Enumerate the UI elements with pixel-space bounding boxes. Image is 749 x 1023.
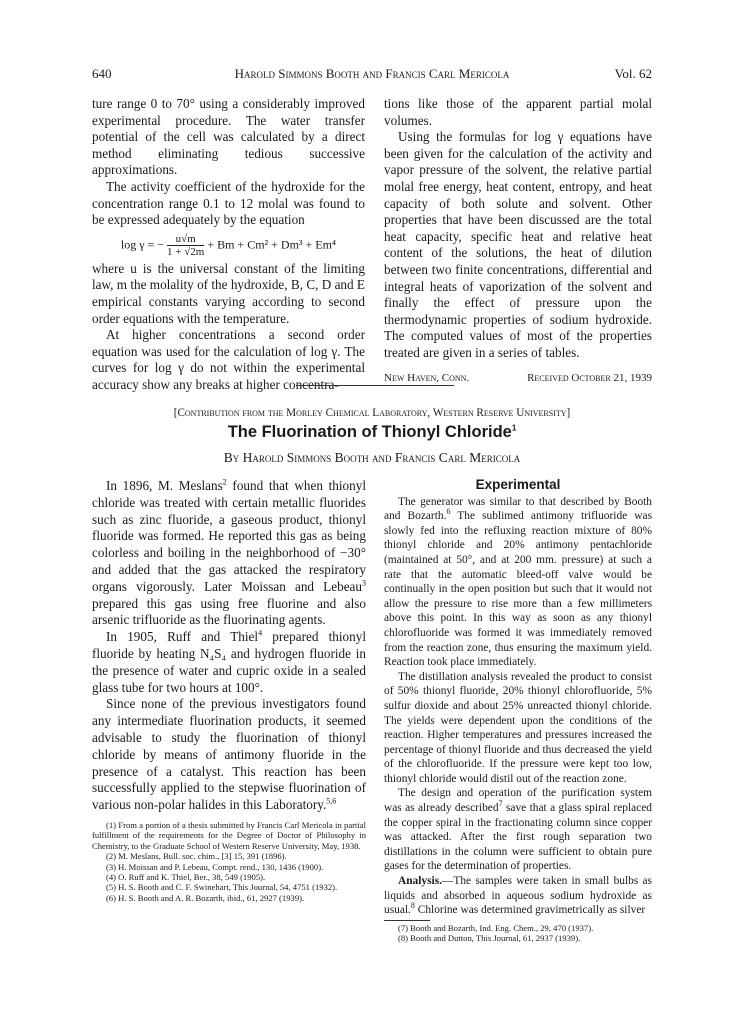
article-signoff <box>384 370 652 387</box>
equation-lhs: log γ = − <box>120 237 165 251</box>
paragraph <box>384 786 652 874</box>
article-title <box>92 423 652 442</box>
text-run: save that a glass spiral replaced the copper spiral in the fractionating column since copper was attacked. After the first rough separation two distillations in the column were sufficient to obtain pure gases for the determination of properties. <box>384 802 652 873</box>
text-run: The design and operation of the purification system was as already described <box>384 787 652 815</box>
footnote-ref: 3 <box>362 578 366 588</box>
footnotes-right <box>384 923 652 944</box>
paragraph: Using the formulas for log γ equations have been given for the calculation of the activity and vapor pressure of the solvent, the relative partial molal free energy, heat content, entropy, and heat capacity of both solute and solvent. Other properties that have been discussed are the total heat capacity, specific heat and relative heat content of the solutions, the heat of dilution between two finite concentrations, differential and integral heats of vaporization of the solvent and finally the effect of pressure upon the thermodynamic properties of sodium hydroxide. The computed values of most of the properties treated are given in a series of tables. <box>384 129 652 360</box>
footnote-rule <box>384 920 430 921</box>
running-header <box>92 66 652 84</box>
equation-denominator: 1 + √2m <box>167 245 205 258</box>
footnote-ref: 7 <box>498 799 503 809</box>
text-run: —The samples were taken in small bulbs as liquids and absorbed in aqueous sodium hydroxide as usual. <box>384 875 652 917</box>
paragraph: The distillation analysis revealed the product to consist of 50% thionyl fluoride, 20% thionyl chlorofluoride, 5% sulfur dioxide and about 25% unreacted thionyl chloride. The yields were dependent upon the conditions of the reaction. Higher temperatures and pressures increased the percentage of thionyl fluoride and thus decreased the yield of the chlorofluoride. If the pressure were kept too low, thionyl chloride would distil out of the reaction zone. <box>384 670 652 785</box>
equation-rhs: + Bm + Cm² + Dm³ + Em⁴ <box>207 237 337 251</box>
prev-article-left-column <box>92 96 365 394</box>
text-run: prepared thionyl fluoride by heating N₄S₄ and hydrogen fluoride in the presence of water and cupric oxide in a sealed glass tube for two hours at 100°. <box>92 629 366 695</box>
footnote: (6) H. S. Booth and A. R. Bozarth, ibid., 61, 2927 (1939). <box>106 892 305 903</box>
volume-label: Vol. 62 <box>614 66 652 81</box>
received-date: Received October 21, 1939 <box>527 371 652 384</box>
text-run: prepared this gas using free fluorine and also arsenic trifluoride as the fluorinating agents. <box>92 595 366 628</box>
footnote-ref: 8 <box>410 901 415 911</box>
section-heading: Experimental <box>475 477 561 492</box>
paragraph: The activity coefficient of the hydroxide for the concentration range 0.1 to 12 molal was found to be expressed adequately by the equation <box>92 178 365 228</box>
contribution-line: [Contribution from the Morley Chemical Laboratory, Western Reserve University] <box>173 407 571 419</box>
footnote: (2) M. Meslans, Bull. soc. chim., [3] 15, 391 (1896). <box>106 851 287 862</box>
paragraph <box>384 495 652 670</box>
prev-article-right-column <box>384 96 652 386</box>
text-run: The generator was similar to that described by Booth and Bozarth. <box>384 495 652 523</box>
running-title: Harold Simmons Booth and Francis Carl Mericola <box>234 66 510 81</box>
article-authors: By Harold Simmons Booth and Francis Carl Mericola <box>223 450 521 465</box>
paragraph <box>92 478 366 629</box>
paragraph: At higher concentrations a second order equation was used for the calculation of log γ. The curves for log γ do not within the experimental accuracy show any breaks at higher concentra- <box>92 327 365 392</box>
footnotes-left <box>92 820 366 903</box>
paragraph: where u is the universal constant of the limiting law, m the molality of the hydroxide, B, C, D and E empirical constants varying according to second order equations with the temperature. <box>92 260 365 326</box>
footnote: (8) Booth and Dutton, This Journal, 61, 2937 (1939). <box>398 933 581 944</box>
footnote: (5) H. S. Booth and C. F. Swinehart, This Journal, 54, 4751 (1932). <box>106 882 338 893</box>
footnote-ref: 5,6 <box>326 796 337 806</box>
text-run: The sublimed antimony trifluoride was slowly fed into the refluxing reaction mixture of 80% thionyl chloride and 20% antimony pentachloride (maintained at 50°, and at 200 mm. pressure) at such a rate that the automatic bleed-off valve would be continually in the open position but such that it would not allow the pressure to rise more than a few millimeters above this point. In this way as soon as any thionyl chlorofluoride was formed it was immediately removed from the reaction zone, thus ensuring the maximum yield. Reaction took place immediately. <box>384 510 652 669</box>
footnote: (7) Booth and Bozarth, Ind. Eng. Chem., 29, 470 (1937). <box>398 922 594 933</box>
article-right-column <box>384 478 652 944</box>
paragraph: ture range 0 to 70° using a considerably improved experimental procedure. The water transfer potential of the cell was calculated by a direct method eliminating tedious successive approximations. <box>92 96 365 178</box>
location: New Haven, Conn. <box>384 371 470 384</box>
article-left-column <box>92 478 366 903</box>
footnote: (1) From a portion of a thesis submitted by Francis Carl Mericola in partial fulfillment of the requirements for the Degree of Doctor of Philosophy in Chemistry, to the Graduate School of Western Reserve University, May, 1938. <box>92 819 366 851</box>
run-in-heading: Analysis. <box>398 875 442 888</box>
footnote-ref: 4 <box>258 628 263 638</box>
equation-numerator: u√m <box>167 233 204 246</box>
equation-fraction <box>167 233 204 258</box>
article-title-text: The Fluorination of Thionyl Chloride <box>227 423 512 441</box>
paragraph <box>384 874 652 918</box>
text-run: Chlorine was determined gravimetrically as silver <box>414 904 646 917</box>
paragraph <box>92 696 366 814</box>
paragraph: tions like those of the apparent partial molal volumes. <box>384 96 652 128</box>
section-divider <box>296 385 454 386</box>
text-run: In 1896, M. Meslans <box>106 478 223 493</box>
text-run: Since none of the previous investigators found any intermediate fluorination products, it seemed advisable to study the fluorination of thionyl chloride by means of antimony fluoride in the presence of a catalyst. This reaction has been successfully applied to the stepwise fluorination of various non-polar halides in this Laboratory. <box>92 696 366 813</box>
footnote-ref: 2 <box>222 477 227 487</box>
text-run: found that when thionyl chloride was treated with certain metallic fluorides such as zinc fluoride, a gaseous product, thionyl fluoride was formed. He reported this gas as being colorless and boiling in the neighborhood of −30° and added that the gas attacked the respiratory organs vigorously. Later Moissan and Lebeau <box>92 478 366 594</box>
footnote: (3) H. Moissan and P. Lebeau, Compt. rend., 130, 1436 (1900). <box>106 861 324 872</box>
text-run: In 1905, Ruff and Thiel <box>106 629 259 645</box>
footnote-ref: 6 <box>446 507 451 517</box>
title-footnote-ref: 1 <box>511 423 517 433</box>
activity-equation <box>92 229 365 261</box>
footnote: (4) O. Ruff and K. Thiel, Ber., 38, 549 (1905). <box>106 871 266 882</box>
page-number: 640 <box>92 66 112 81</box>
paragraph <box>92 629 366 696</box>
